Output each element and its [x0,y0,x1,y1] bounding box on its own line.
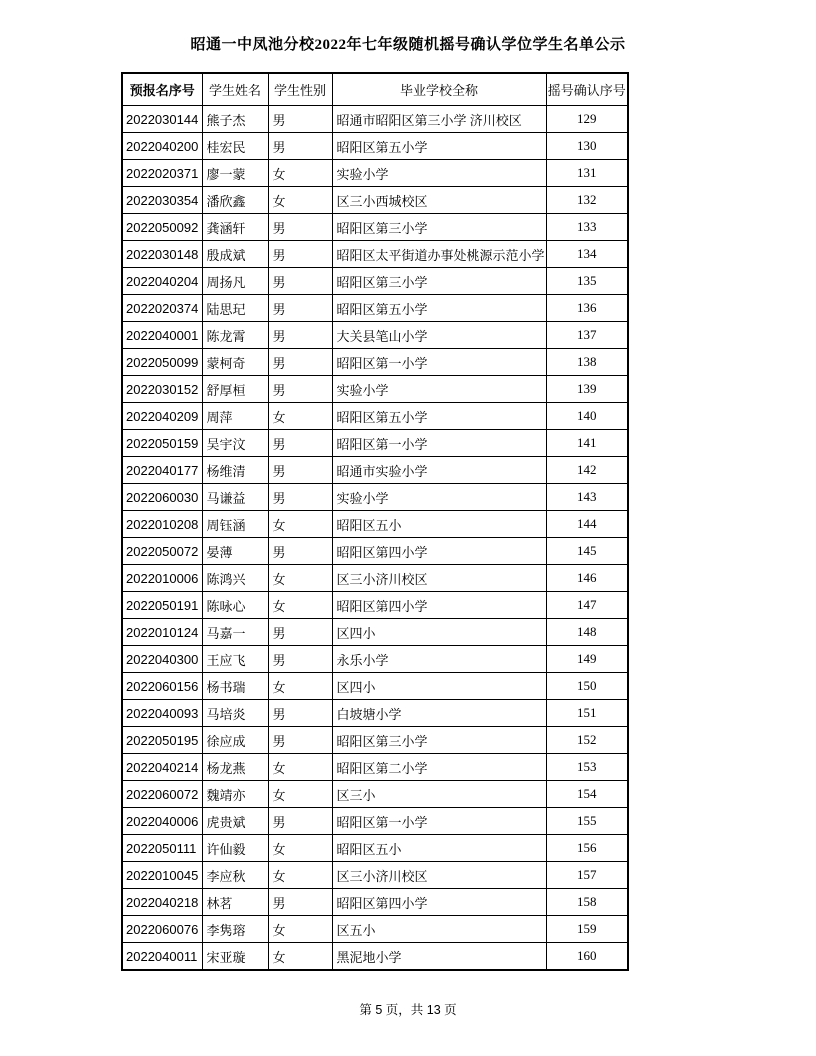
cell-confirm-no: 142 [546,457,628,484]
cell-pre-reg-no: 2022010045 [122,862,202,889]
cell-school: 区三小济川校区 [332,565,546,592]
cell-name: 龚涵轩 [202,214,268,241]
table-row [122,727,628,754]
cell-name: 潘欣鑫 [202,187,268,214]
cell-confirm-no: 134 [546,241,628,268]
cell-name: 李应秋 [202,862,268,889]
cell-gender: 男 [268,538,332,565]
cell-school: 区三小济川校区 [332,862,546,889]
cell-pre-reg-no: 2022040209 [122,403,202,430]
cell-confirm-no: 145 [546,538,628,565]
cell-school: 昭阳区第四小学 [332,592,546,619]
cell-pre-reg-no: 2022010124 [122,619,202,646]
cell-school: 实验小学 [332,376,546,403]
cell-confirm-no: 157 [546,862,628,889]
cell-gender: 男 [268,889,332,916]
cell-school: 昭阳区太平街道办事处桃源示范小学 [332,241,546,268]
cell-name: 蒙柯奇 [202,349,268,376]
cell-school: 大关县笔山小学 [332,322,546,349]
page-title: 昭通一中凤池分校2022年七年级随机摇号确认学位学生名单公示 [190,37,626,53]
header-pre-reg-no: 预报名序号 [122,73,202,106]
table-row [122,754,628,781]
cell-pre-reg-no: 2022010208 [122,511,202,538]
cell-pre-reg-no: 2022050159 [122,430,202,457]
cell-gender: 女 [268,673,332,700]
table-row [122,430,628,457]
cell-name: 陈鸿兴 [202,565,268,592]
cell-name: 马谦益 [202,484,268,511]
cell-school: 昭阳区第三小学 [332,268,546,295]
cell-gender: 女 [268,916,332,943]
cell-pre-reg-no: 2022040177 [122,457,202,484]
cell-name: 虎贵斌 [202,808,268,835]
cell-pre-reg-no: 2022060072 [122,781,202,808]
cell-pre-reg-no: 2022030144 [122,106,202,133]
table-row [122,511,628,538]
cell-pre-reg-no: 2022030148 [122,241,202,268]
cell-pre-reg-no: 2022040011 [122,943,202,971]
page-number-text: 第 5 页，共 13 页 [359,1003,457,1017]
cell-name: 舒厚桓 [202,376,268,403]
cell-pre-reg-no: 2022030354 [122,187,202,214]
cell-confirm-no: 130 [546,133,628,160]
table-row [122,241,628,268]
table-row [122,781,628,808]
table-body [122,106,628,971]
table-row [122,160,628,187]
cell-gender: 男 [268,376,332,403]
cell-school: 昭阳区五小 [332,511,546,538]
header-student-name: 学生姓名 [202,73,268,106]
cell-pre-reg-no: 2022060076 [122,916,202,943]
cell-name: 晏薄 [202,538,268,565]
cell-school: 昭阳区第五小学 [332,403,546,430]
header-school-name: 毕业学校全称 [332,73,546,106]
cell-pre-reg-no: 2022040214 [122,754,202,781]
cell-school: 昭阳区第一小学 [332,349,546,376]
cell-name: 王应飞 [202,646,268,673]
table-row [122,646,628,673]
cell-gender: 女 [268,835,332,862]
cell-school: 昭阳区第五小学 [332,295,546,322]
cell-confirm-no: 151 [546,700,628,727]
cell-confirm-no: 131 [546,160,628,187]
cell-gender: 男 [268,808,332,835]
cell-confirm-no: 129 [546,106,628,133]
cell-gender: 女 [268,781,332,808]
cell-pre-reg-no: 2022050092 [122,214,202,241]
cell-school: 昭阳区第三小学 [332,727,546,754]
cell-confirm-no: 143 [546,484,628,511]
cell-gender: 男 [268,646,332,673]
table-header [122,73,628,106]
cell-school: 区五小 [332,916,546,943]
cell-gender: 女 [268,160,332,187]
cell-name: 陈龙霄 [202,322,268,349]
cell-confirm-no: 148 [546,619,628,646]
table-row [122,457,628,484]
cell-confirm-no: 140 [546,403,628,430]
cell-name: 魏靖亦 [202,781,268,808]
cell-confirm-no: 141 [546,430,628,457]
cell-confirm-no: 158 [546,889,628,916]
cell-confirm-no: 138 [546,349,628,376]
cell-confirm-no: 136 [546,295,628,322]
cell-gender: 男 [268,727,332,754]
table-row [122,943,628,971]
cell-pre-reg-no: 2022050191 [122,592,202,619]
cell-pre-reg-no: 2022050072 [122,538,202,565]
cell-gender: 女 [268,754,332,781]
table-row [122,133,628,160]
cell-gender: 男 [268,619,332,646]
cell-school: 昭阳区第五小学 [332,133,546,160]
cell-school: 昭阳区第四小学 [332,889,546,916]
cell-confirm-no: 135 [546,268,628,295]
cell-gender: 女 [268,862,332,889]
cell-confirm-no: 133 [546,214,628,241]
cell-name: 杨龙燕 [202,754,268,781]
table-row [122,700,628,727]
cell-confirm-no: 154 [546,781,628,808]
cell-gender: 女 [268,403,332,430]
cell-pre-reg-no: 2022040218 [122,889,202,916]
table-row [122,673,628,700]
cell-gender: 女 [268,943,332,971]
cell-school: 区四小 [332,673,546,700]
cell-name: 杨书瑞 [202,673,268,700]
cell-pre-reg-no: 2022020371 [122,160,202,187]
cell-school: 昭阳区第一小学 [332,430,546,457]
cell-name: 马培炎 [202,700,268,727]
table-row [122,565,628,592]
cell-pre-reg-no: 2022050195 [122,727,202,754]
cell-school: 昭通市实验小学 [332,457,546,484]
cell-school: 昭阳区五小 [332,835,546,862]
cell-school: 区三小 [332,781,546,808]
cell-pre-reg-no: 2022040204 [122,268,202,295]
cell-school: 区三小西城校区 [332,187,546,214]
cell-school: 实验小学 [332,160,546,187]
cell-name: 周萍 [202,403,268,430]
cell-name: 陈咏心 [202,592,268,619]
cell-name: 殷成斌 [202,241,268,268]
cell-gender: 男 [268,700,332,727]
cell-confirm-no: 137 [546,322,628,349]
cell-pre-reg-no: 2022020374 [122,295,202,322]
cell-gender: 女 [268,187,332,214]
cell-school: 区四小 [332,619,546,646]
cell-gender: 男 [268,106,332,133]
cell-school: 昭阳区第三小学 [332,214,546,241]
cell-school: 昭阳区第一小学 [332,808,546,835]
cell-gender: 男 [268,133,332,160]
student-table [121,72,629,971]
table-row [122,322,628,349]
cell-gender: 男 [268,268,332,295]
table-row [122,538,628,565]
cell-confirm-no: 160 [546,943,628,971]
cell-confirm-no: 132 [546,187,628,214]
table-row [122,835,628,862]
table-row [122,403,628,430]
cell-pre-reg-no: 2022040001 [122,322,202,349]
cell-pre-reg-no: 2022060156 [122,673,202,700]
page-footer [0,1000,816,1018]
cell-pre-reg-no: 2022040006 [122,808,202,835]
cell-name: 宋亚璇 [202,943,268,971]
cell-confirm-no: 149 [546,646,628,673]
cell-pre-reg-no: 2022010006 [122,565,202,592]
header-student-gender: 学生性别 [268,73,332,106]
table-row [122,484,628,511]
cell-name: 杨维清 [202,457,268,484]
cell-gender: 女 [268,565,332,592]
cell-pre-reg-no: 2022050111 [122,835,202,862]
table-row [122,889,628,916]
cell-name: 周扬凡 [202,268,268,295]
table-row [122,619,628,646]
cell-gender: 男 [268,295,332,322]
cell-school: 黑泥地小学 [332,943,546,971]
cell-gender: 女 [268,511,332,538]
table-row [122,295,628,322]
table-row [122,376,628,403]
cell-gender: 男 [268,241,332,268]
cell-school: 永乐小学 [332,646,546,673]
cell-confirm-no: 147 [546,592,628,619]
cell-name: 吴宇汶 [202,430,268,457]
cell-name: 廖一蒙 [202,160,268,187]
cell-gender: 男 [268,430,332,457]
cell-pre-reg-no: 2022040093 [122,700,202,727]
cell-name: 马嘉一 [202,619,268,646]
cell-gender: 男 [268,322,332,349]
cell-pre-reg-no: 2022050099 [122,349,202,376]
cell-school: 白坡塘小学 [332,700,546,727]
cell-name: 李隽瑢 [202,916,268,943]
cell-pre-reg-no: 2022060030 [122,484,202,511]
cell-school: 昭通市昭阳区第三小学 济川校区 [332,106,546,133]
cell-confirm-no: 146 [546,565,628,592]
cell-confirm-no: 152 [546,727,628,754]
cell-name: 周钰涵 [202,511,268,538]
cell-gender: 男 [268,214,332,241]
cell-gender: 男 [268,349,332,376]
cell-pre-reg-no: 2022040300 [122,646,202,673]
cell-name: 陆思玘 [202,295,268,322]
cell-name: 许仙毅 [202,835,268,862]
cell-school: 实验小学 [332,484,546,511]
table-header-row [122,73,628,106]
cell-gender: 男 [268,484,332,511]
cell-pre-reg-no: 2022040200 [122,133,202,160]
cell-school: 昭阳区第二小学 [332,754,546,781]
cell-name: 桂宏民 [202,133,268,160]
table-row [122,214,628,241]
cell-name: 熊子杰 [202,106,268,133]
cell-confirm-no: 159 [546,916,628,943]
cell-school: 昭阳区第四小学 [332,538,546,565]
cell-confirm-no: 150 [546,673,628,700]
cell-pre-reg-no: 2022030152 [122,376,202,403]
cell-confirm-no: 139 [546,376,628,403]
table-row [122,592,628,619]
table-row [122,187,628,214]
cell-gender: 男 [268,457,332,484]
cell-gender: 女 [268,592,332,619]
table-row [122,862,628,889]
table-row [122,916,628,943]
table-row [122,268,628,295]
cell-confirm-no: 155 [546,808,628,835]
cell-name: 徐应成 [202,727,268,754]
cell-confirm-no: 144 [546,511,628,538]
cell-confirm-no: 153 [546,754,628,781]
table-row [122,106,628,133]
table-row [122,349,628,376]
header-confirm-no: 摇号确认序号 [546,73,628,106]
table-row [122,808,628,835]
cell-confirm-no: 156 [546,835,628,862]
cell-name: 林茗 [202,889,268,916]
